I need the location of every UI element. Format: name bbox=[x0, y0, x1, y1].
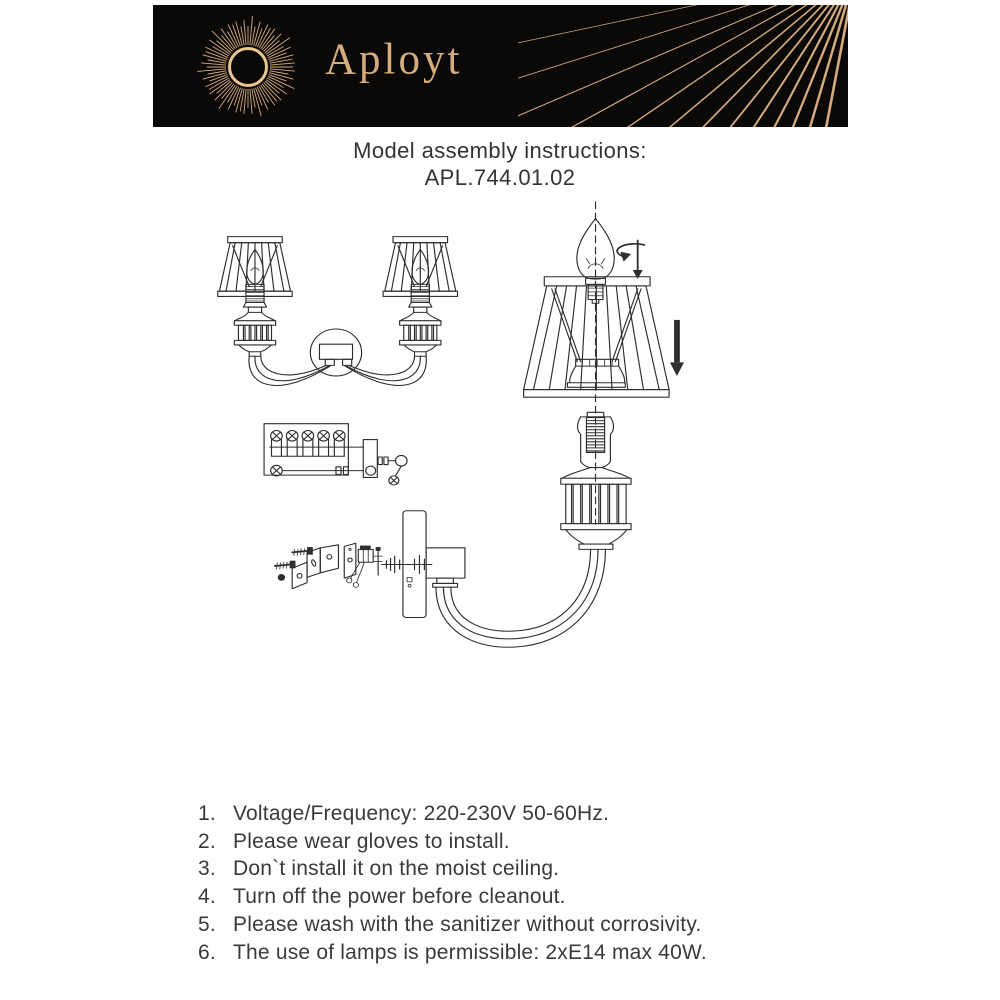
instruction-item bbox=[198, 800, 707, 828]
assembly-figure bbox=[150, 195, 865, 803]
instruction-text: Voltage/Frequency: 220-230V 50-60Hz. bbox=[233, 802, 610, 825]
instructions-list bbox=[198, 800, 707, 966]
bulb-and-shade-exploded-view bbox=[524, 202, 684, 525]
fan-rays-icon bbox=[518, 5, 848, 127]
slide-down-arrow-icon bbox=[670, 320, 684, 376]
brand-name: Aployt bbox=[325, 35, 463, 84]
instruction-text: Please wear gloves to install. bbox=[233, 829, 510, 853]
mounting-screw bbox=[275, 561, 296, 569]
two-arm-wall-sconce-front-view bbox=[218, 237, 458, 386]
instruction-number: 3. bbox=[198, 857, 216, 881]
brand-banner bbox=[153, 5, 848, 127]
instruction-item bbox=[198, 883, 707, 911]
rotate-to-screw-arrow-icon bbox=[617, 240, 644, 279]
instruction-number: 1. bbox=[198, 802, 216, 825]
instruction-item bbox=[198, 855, 707, 883]
model-code: APL.744.01.02 bbox=[424, 165, 576, 190]
terminal-block-wiring-diagram bbox=[264, 424, 407, 485]
instruction-text: Turn off the power before cleanout. bbox=[233, 885, 566, 909]
instruction-item bbox=[198, 911, 707, 939]
sunburst-icon bbox=[195, 10, 301, 122]
title-block bbox=[0, 137, 1000, 191]
instruction-item bbox=[198, 828, 707, 856]
socket-drum-and-arm-assembly bbox=[436, 412, 631, 647]
instruction-number: 6. bbox=[198, 940, 216, 964]
instruction-number: 2. bbox=[198, 829, 216, 853]
instruction-text: Please wash with the sanitizer without corrosivity. bbox=[233, 912, 702, 936]
instruction-number: 5. bbox=[198, 912, 216, 936]
mounting-screw bbox=[292, 547, 313, 555]
wall-mount-bracket-exploded-view bbox=[275, 511, 465, 618]
instruction-text: Don`t install it on the moist ceiling. bbox=[233, 857, 560, 881]
instruction-item bbox=[198, 939, 707, 967]
instruction-text: The use of lamps is permissible: 2xE14 max 40W. bbox=[233, 940, 707, 964]
instruction-number: 4. bbox=[198, 885, 216, 909]
page-title: Model assembly instructions: bbox=[353, 138, 647, 163]
